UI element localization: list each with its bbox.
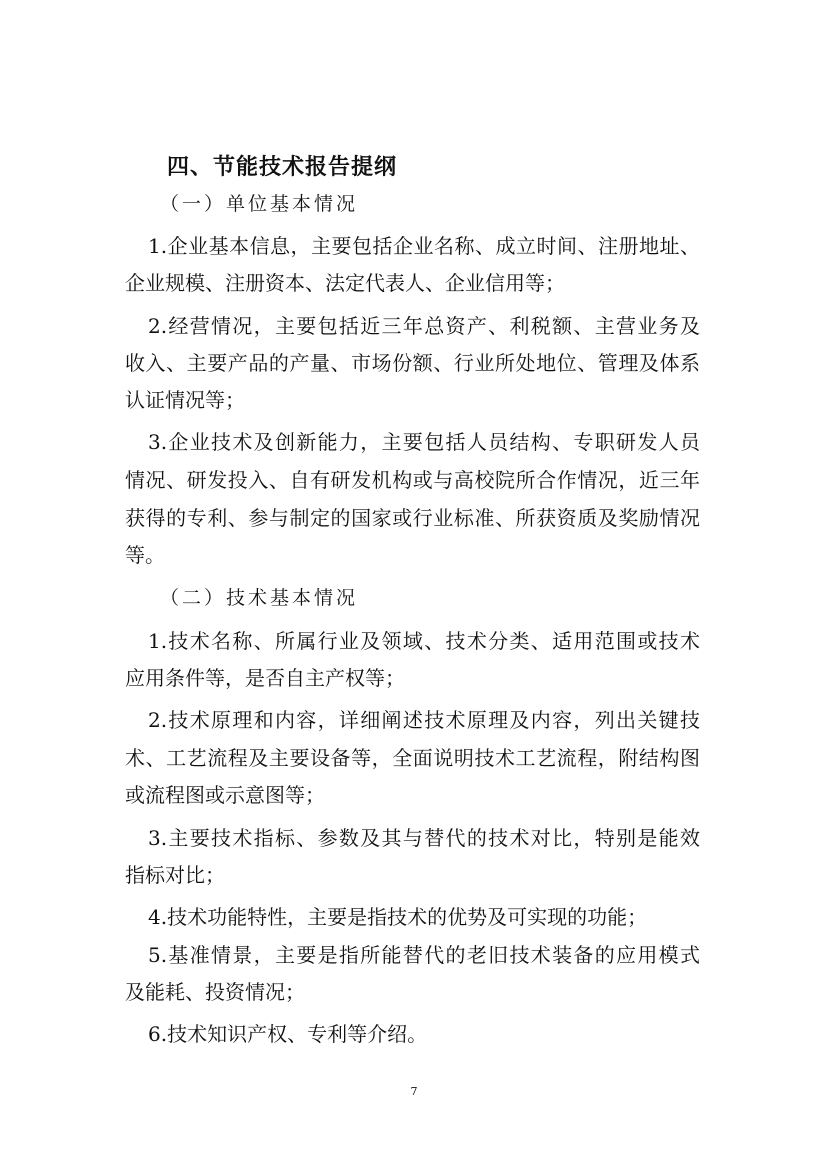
- paragraph-line: 3.企业技术及创新能力，主要包括人员结构、专职研发人员: [148, 430, 700, 454]
- paragraph-line: 1.技术名称、所属行业及领域、技术分类、适用范围或技术: [148, 629, 700, 653]
- page-number: 7: [410, 1085, 418, 1098]
- paragraph-line: 4.技术功能特性，主要是指技术的优势及可实现的功能；: [148, 905, 648, 929]
- paragraph-line: 2.技术原理和内容，详细阐述技术原理及内容，列出关键技: [148, 708, 700, 732]
- paragraph-line: 3.主要技术指标、参数及其与替代的技术对比，特别是能效: [148, 826, 700, 850]
- paragraph-line: 等。: [125, 543, 165, 567]
- paragraph-line: 获得的专利、参与制定的国家或行业标准、所获资质及奖励情况: [125, 506, 700, 530]
- section-title: （二）技术基本情况: [160, 587, 359, 609]
- page-heading: 四、节能技术报告提纲: [167, 155, 398, 180]
- paragraph-line: 及能耗、投资情况；: [125, 980, 305, 1004]
- paragraph-line: 6.技术知识产权、专利等介绍。: [148, 1022, 428, 1046]
- paragraph-line: 术、工艺流程及主要设备等，全面说明技术工艺流程，附结构图: [125, 746, 700, 770]
- section-title: （一）单位基本情况: [160, 193, 359, 215]
- paragraph-line: 5.基准情景，主要是指所能替代的老旧技术装备的应用模式: [148, 943, 700, 967]
- paragraph-line: 2.经营情况，主要包括近三年总资产、利税额、主营业务及: [148, 314, 700, 338]
- paragraph-line: 应用条件等，是否自主产权等；: [125, 666, 405, 690]
- paragraph-line: 企业规模、注册资本、法定代表人、企业信用等；: [125, 271, 565, 295]
- paragraph-line: 1.企业基本信息，主要包括企业名称、成立时间、注册地址、: [148, 234, 700, 258]
- paragraph-line: 认证情况等；: [125, 388, 245, 412]
- paragraph-line: 指标对比；: [125, 863, 225, 887]
- paragraph-line: 情况、研发投入、自有研发机构或与高校院所合作情况，近三年: [125, 468, 700, 492]
- paragraph-line: 收入、主要产品的产量、市场份额、行业所处地位、管理及体系: [125, 351, 700, 375]
- paragraph-line: 或流程图或示意图等；: [125, 783, 325, 807]
